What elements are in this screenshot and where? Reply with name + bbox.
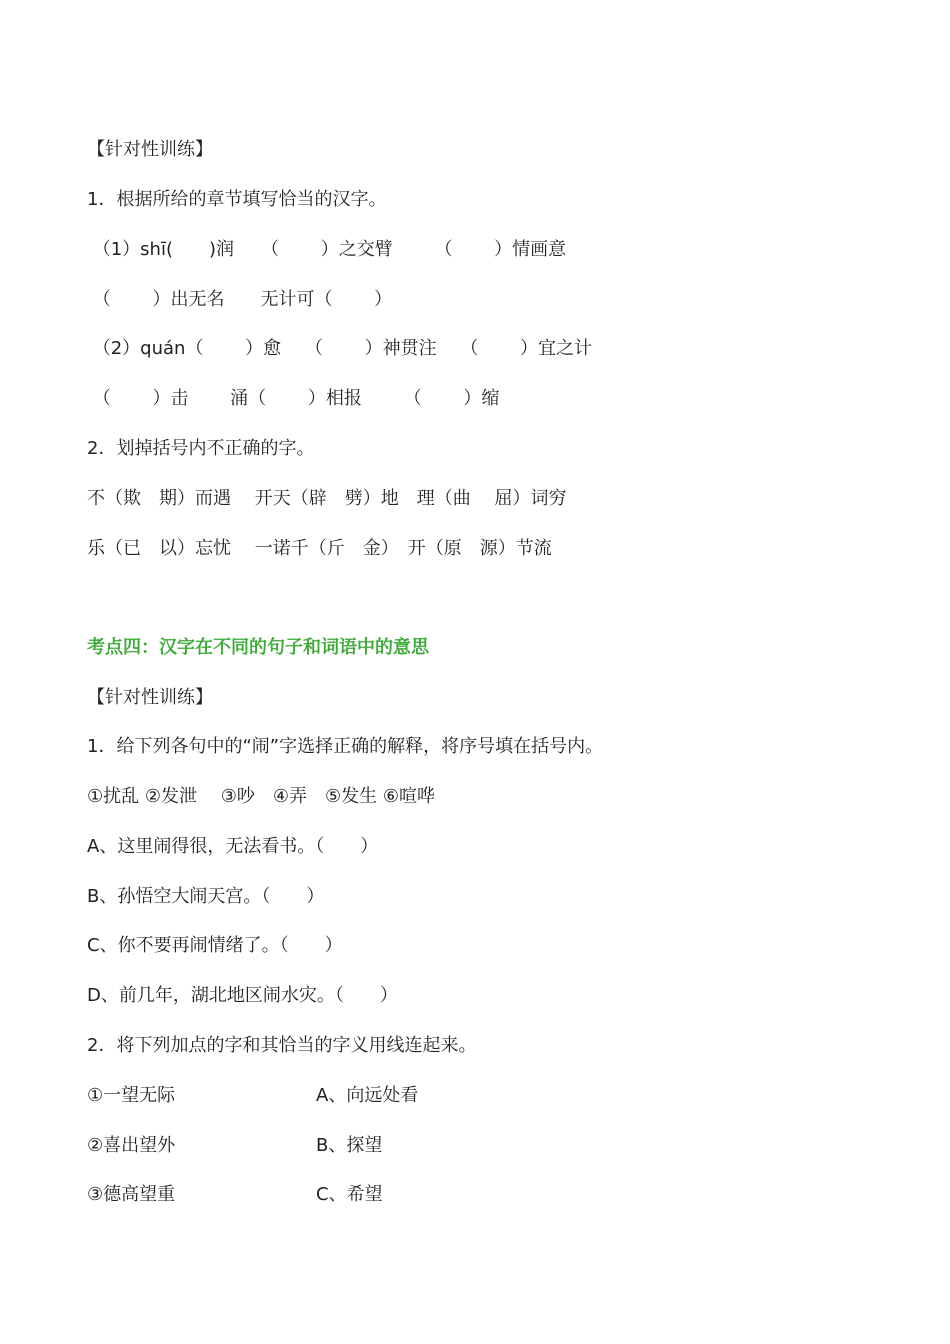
sentence-item: C、你不要再闹情绪了。（ ） <box>87 935 343 956</box>
question-1-title: 1．给下列各句中的“闹”字选择正确的解释，将序号填在括号内。 <box>87 736 604 757</box>
fill-blank-line: （2）quán（ ）愈 （ ）神贯注 （ ）宜之计 <box>87 338 593 359</box>
training-heading: 【针对性训练】 <box>87 687 213 708</box>
match-right-item: A、向远处看 <box>316 1085 419 1106</box>
choice-line: 乐（已 以）忘忧 一诺千（斤 金） 开（原 源）节流 <box>87 538 552 559</box>
match-left-item: ②喜出望外 <box>87 1135 176 1156</box>
choice-line: 不（欺 期）而遇 开天（辟 劈）地 理（曲 屈）词穷 <box>87 488 567 509</box>
sentence-item: D、前几年，湖北地区闹水灾。（ ） <box>87 985 398 1006</box>
sentence-item: A、这里闹得很，无法看书。（ ） <box>87 836 379 857</box>
match-right-item: C、希望 <box>316 1184 383 1205</box>
sentence-item: B、孙悟空大闹天宫。（ ） <box>87 886 325 907</box>
question-1-title: 1．根据所给的章节填写恰当的汉字。 <box>87 189 387 210</box>
fill-blank-line: （ ）出无名 无计可（ ） <box>87 289 393 310</box>
match-left-item: ①一望无际 <box>87 1085 176 1106</box>
section-heading: 考点四：汉字在不同的句子和词语中的意思 <box>87 637 429 658</box>
question-2-title: 2．将下列加点的字和其恰当的字义用线连起来。 <box>87 1035 477 1056</box>
training-heading: 【针对性训练】 <box>87 139 213 160</box>
fill-blank-line: （1）shī( )润 （ ）之交臂 （ ）情画意 <box>87 239 567 260</box>
match-left-item: ③德高望重 <box>87 1184 176 1205</box>
match-right-item: B、探望 <box>316 1135 383 1156</box>
question-2-title: 2．划掉括号内不正确的字。 <box>87 438 315 459</box>
fill-blank-line: （ ）击 涌（ ）相报 （ ）缩 <box>87 388 500 409</box>
options-line: ①扰乱 ②发泄 ③吵 ④弄 ⑤发生 ⑥喧哗 <box>87 786 435 807</box>
